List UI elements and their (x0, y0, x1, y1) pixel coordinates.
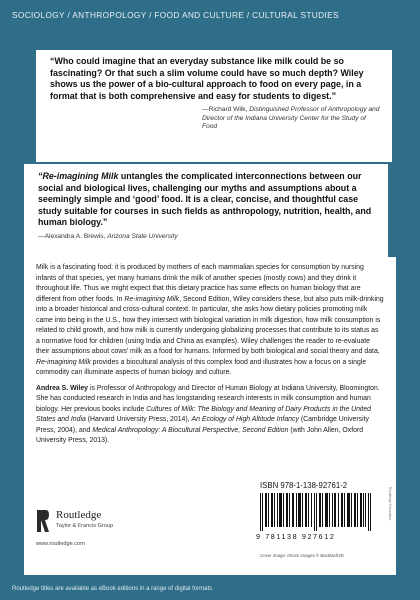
quote-2-body: untangles the complicated interconnections between our social and biological lives, challenging our myths and assumptions about a seemingly simple and ‘good’ food. It is a clear, concise, and thoughtful case study suitable for courses in such fields as anthropology, nutrition, health, and human biology.” (38, 171, 372, 228)
description-title-1: Re-imagining Milk (124, 295, 180, 303)
quote-2-text (38, 171, 378, 229)
ean-number: 9 781138 927612 (256, 532, 336, 541)
routledge-logo-icon (36, 509, 50, 533)
quote-1-text: “Who could imagine that an everyday substance like milk could be so fascinating? Or that such a slim volume could have so much depth? Wiley shows us the power of a bio-cultural approach to food on every page, in a format that is both comprehensive and easy for students to digest.” (50, 56, 364, 101)
bio-book-3: Medical Anthropology: A Biocultural Perspective, Second Edition (92, 426, 289, 434)
quote-1-role: Distinguished Professor of Anthropology and Director of the Indiana University Center for the Study of Food (202, 106, 380, 131)
series-category-bar: SOCIOLOGY / ANTHROPOLOGY / FOOD AND CULTURE / CULTURAL STUDIES (12, 10, 339, 20)
author-name: Andrea S. Wiley (36, 384, 89, 392)
publisher-subtitle: Taylor & Francis Group (56, 523, 114, 529)
quote-2-affiliation: Arizona State University (107, 232, 178, 240)
description-title-2: Re-imagining Milk (36, 358, 91, 366)
barcode-icon (256, 493, 378, 531)
cover-image-credit: Cover image: iStock images © Backlash3D (260, 553, 344, 558)
isbn-text: ISBN 978-1-138-92761-2 (260, 481, 348, 490)
quote-2-book-title: “Re-imagining Milk (38, 171, 119, 181)
bio-text-2: (Harvard University Press, 2014), (85, 416, 192, 423)
quote-1-author: —Richard Wilk, (202, 106, 250, 114)
description-text-2: , Second Edition, Wiley considers these, but also puts milk-drinking into a broader historical and cross-cultural context. In particular, she asks how dietary policies promoting milk came into being in the U.S., how they intersect with biological variation in milk digestion, how milk consumption is related to child growth, and how milk is currently undergoing globalizing processes that contribute to its status as a normative food for children (using India and China as examples). Wiley challenges the reader to re-evaluate their assumptions about cows’ milk as a food for humans. Informed by both biological and social theory and data, (36, 295, 384, 355)
endorsement-quote-1 (36, 50, 392, 162)
bio-text-3: (Cambridge University Press, 2004), and (36, 416, 369, 434)
vertical-imprint-text: Routledge Education (388, 487, 392, 521)
book-description (36, 263, 384, 379)
description-panel (24, 257, 396, 575)
description-text-1: Milk is a fascinating food: it is produced by mothers of each mammalian species for consumption by nursing infants of that species, yet many humans drink the milk of another species (mostly cows) and they drink it throughout life. Thus we might expect that this dietary practice has some effects on human biology that are different from other foods. In (36, 264, 364, 303)
bio-text-1: is Professor of Anthropology and Director of Human Biology at Indiana University, Bloomington. She has conducted research in India and has longstanding research interests in milk consumption and human biology. Her previous books include (36, 384, 380, 413)
bio-text-4: (with John Allen, Oxford University Press, 2013). (36, 426, 364, 444)
barcode-block (256, 481, 382, 567)
quote-1-attribution (50, 106, 382, 131)
author-bio (36, 384, 384, 447)
quote-2-author: —Alexandra A. Brewis, (38, 232, 108, 240)
publisher-name: Routledge (56, 509, 102, 521)
bio-book-2: An Ecology of High Altitude Infancy (191, 416, 299, 423)
bio-book-1: Cultures of Milk: The Biology and Meaning of Dairy Products in the United States and India (36, 405, 372, 423)
publisher-logo (36, 503, 196, 563)
quote-2-attribution (38, 233, 378, 241)
description-text-3: provides a biocultural analysis of this complex food and illustrates how a focus on a single commodity can illuminate aspects of human biology and culture. (36, 358, 367, 376)
ebook-availability-note: Routledge titles are available as eBook editions in a range of digital formats (12, 586, 213, 592)
publisher-url: www.routledge.com (36, 541, 85, 547)
